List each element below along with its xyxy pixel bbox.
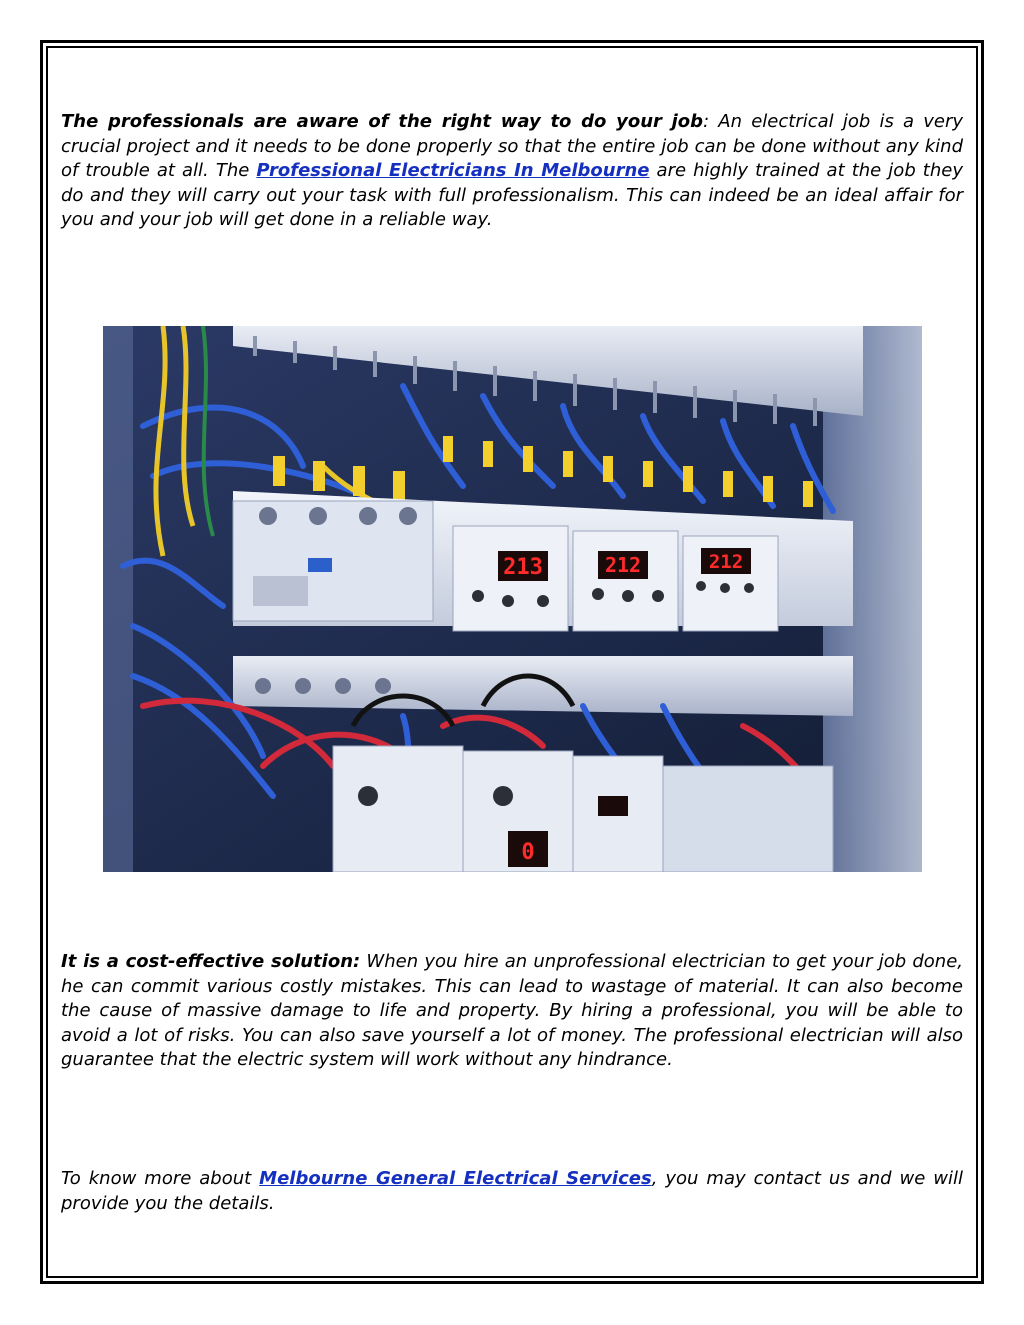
digital-meters [453, 526, 778, 631]
paragraph-heading: It is a cost-effective solution: [61, 951, 361, 972]
paragraph-heading: The professionals are aware of the right way to do your job [61, 111, 704, 132]
meter-display-lower: 0 [521, 840, 535, 865]
electrical-panel-photo [103, 326, 922, 872]
paragraph-contact [61, 1167, 963, 1216]
paragraph-text: To know more about [61, 1168, 260, 1189]
meter-display-2: 212 [604, 553, 642, 577]
paragraph-text: are highly trained at the job they do and they will carry out your task with full professionalism. This can indeed be an ideal affair for you and your job will get done in a reliable way. [61, 160, 963, 230]
paragraph-cost-effective [61, 950, 963, 1073]
meter-display-1: 213 [503, 555, 543, 580]
link-professional-electricians[interactable]: Professional Electricians In Melbourne [256, 160, 650, 181]
paragraph-text: , you may contact us and we will provide you the details. [61, 1168, 963, 1214]
meter-display-3: 212 [708, 551, 744, 573]
link-melbourne-general-electrical[interactable]: Melbourne General Electrical Services [259, 1168, 652, 1189]
paragraph-professionals [61, 110, 963, 233]
paragraph-text: : An electrical job is a very crucial project and it needs to be done properly so that the entire job can be done without any kind of trouble at all. The [61, 111, 963, 181]
paragraph-text: When you hire an unprofessional electrician to get your job done, he can commit various costly mistakes. This can lead to wastage of material. It can also become the cause of massive damage to life and property. By hiring a professional, you will be able to avoid a lot of risks. You can also save yourself a lot of money. The professional electrician will also guarantee that the electric system will work without any hindrance. [61, 951, 963, 1070]
